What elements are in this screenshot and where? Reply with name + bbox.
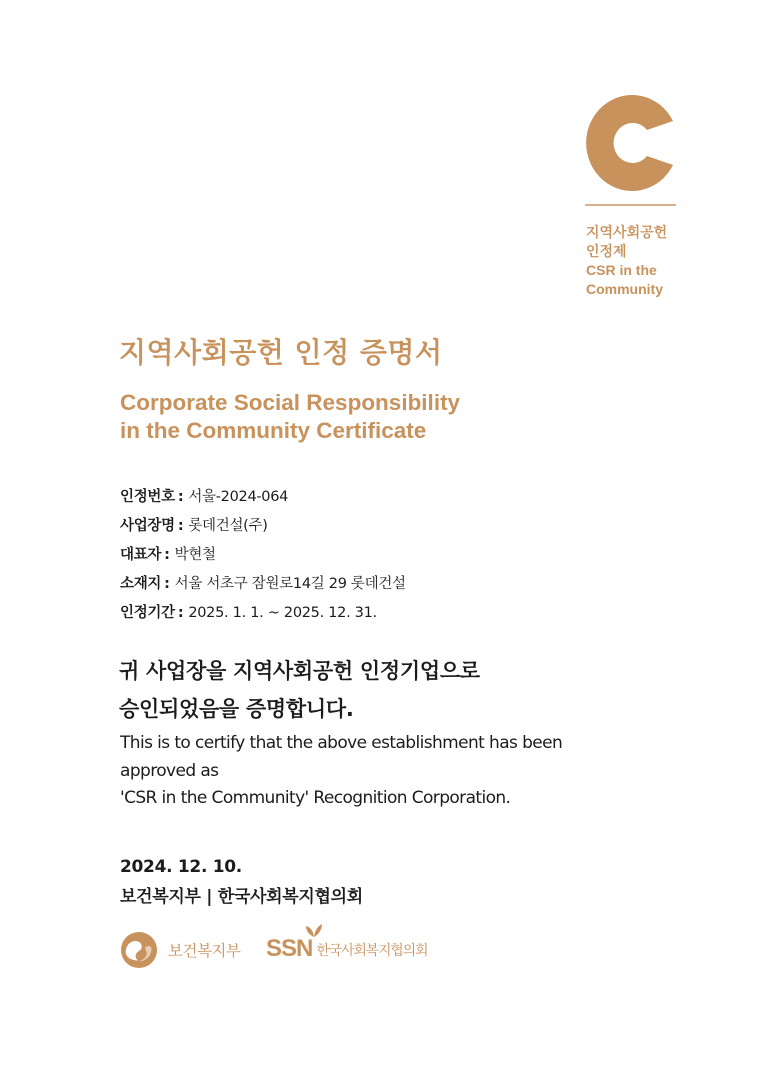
ssn-label: 한국사회복지협의회 (316, 943, 428, 959)
detail-address (120, 570, 406, 599)
detail-separator: : (164, 547, 170, 563)
ssn-logo (266, 924, 427, 970)
detail-separator: : (177, 518, 184, 534)
csr-c-logo-icon (585, 95, 677, 191)
detail-separator: : (177, 605, 184, 621)
detail-label: 사업장명 (120, 518, 175, 534)
emblem-divider (585, 204, 676, 206)
emblem-line-3: CSR in the (586, 262, 657, 278)
detail-value: 서울-2024-064 (188, 489, 289, 505)
emblem-caption (586, 223, 667, 299)
detail-separator: : (177, 489, 184, 505)
statement-english-line-1: This is to certify that the above establishment has been (120, 733, 563, 753)
statement-korean (119, 652, 480, 728)
statement-english-line-2: approved as (120, 760, 219, 781)
emblem-line-4: Community (586, 281, 663, 297)
detail-label: 인정번호 (120, 489, 175, 505)
detail-representative (120, 541, 406, 570)
ssn-mark-text: SSN (266, 935, 313, 962)
mohw-label: 보건복지부 (168, 942, 241, 960)
title-english-line-2: in the Community Certificate (120, 418, 427, 443)
mohw-logo (120, 930, 240, 970)
emblem-line-1: 지역사회공헌 (586, 224, 668, 240)
ssn-mark (266, 936, 312, 970)
detail-label: 소재지 (120, 576, 162, 592)
detail-period (120, 599, 406, 628)
issue-block (120, 852, 363, 912)
certificate-title-english (120, 389, 460, 445)
detail-value: 서울 서초구 잠원로14길 29 롯데건설 (174, 576, 406, 592)
detail-value: 2025. 1. 1. ~ 2025. 12. 31. (188, 605, 377, 621)
title-english-line-1: Corporate Social Responsibility (120, 390, 461, 415)
statement-english (120, 730, 562, 813)
ssn-leaf-icon (305, 923, 323, 937)
statement-korean-line-2: 승인되었음을 증명합니다. (119, 697, 354, 721)
emblem-line-2: 인정제 (586, 243, 627, 259)
certificate-details (120, 483, 406, 628)
statement-korean-line-1: 귀 사업장을 지역사회공헌 인정기업으로 (119, 659, 480, 683)
detail-label: 대표자 (120, 547, 162, 563)
mohw-emblem-icon (120, 931, 158, 969)
detail-label: 인정기간 (120, 605, 175, 621)
detail-separator: : (164, 576, 170, 592)
certificate-title-korean: 지역사회공헌 인정 증명서 (119, 336, 443, 369)
issue-date: 2024. 12. 10. (120, 857, 242, 877)
detail-business-name (120, 512, 406, 541)
issuers: 보건복지부 | 한국사회복지협의회 (120, 887, 363, 907)
detail-value: 박현철 (174, 547, 216, 563)
detail-value: 롯데건설(주) (188, 518, 268, 534)
statement-english-line-3: 'CSR in the Community' Recognition Corporation. (120, 788, 511, 808)
detail-certification-number (120, 483, 406, 512)
